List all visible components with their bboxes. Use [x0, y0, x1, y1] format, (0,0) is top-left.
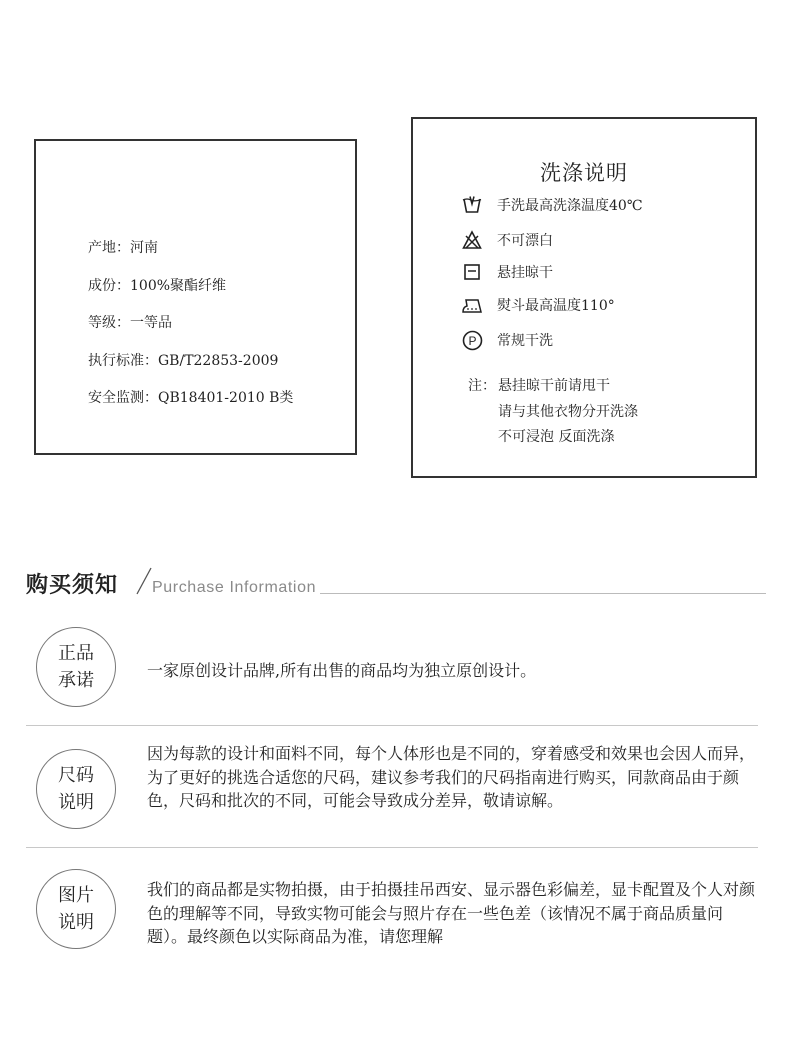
note-line: 不可浸泡 反面洗涤: [498, 429, 615, 445]
dry-clean-p-icon: [461, 329, 483, 351]
section-title: 购买须知: [26, 572, 119, 598]
header-rule: [320, 593, 766, 594]
row-divider: [26, 847, 758, 848]
origin-text: 产地：河南: [88, 240, 158, 256]
badge-line: 说明: [58, 792, 94, 813]
care-item-hand-wash: [461, 194, 642, 216]
badge-line: 正品: [58, 643, 94, 664]
row-divider: [26, 725, 758, 726]
row-text-authentic: 一家原创设计品牌,所有出售的商品均为独立原创设计。: [147, 661, 537, 680]
material-text: 成份：100%聚酯纤维: [88, 278, 227, 294]
care-label: [411, 117, 757, 478]
badge-photo: [36, 869, 116, 949]
svg-text:P: P: [467, 333, 477, 348]
section-subtitle: Purchase Information: [152, 579, 317, 596]
product-label: [34, 139, 357, 455]
standard-text: 执行标准：GB/T22853-2009: [88, 353, 279, 369]
care-item-dry-clean: [461, 329, 553, 351]
care-item-no-bleach: [461, 229, 553, 251]
grade-text: 等级：一等品: [88, 315, 172, 331]
badge-line: 承诺: [58, 670, 94, 691]
care-item-label: 常规干洗: [497, 333, 553, 349]
care-item-line-dry: [461, 261, 553, 283]
care-item-label: 手洗最高洗涤温度40℃: [497, 198, 643, 214]
note-label: 注：: [468, 378, 496, 394]
badge-size: [36, 749, 116, 829]
row-text-photo: 我们的商品都是实物拍摄，由于拍摄挂吊西安、显示器色彩偏差，显卡配置及个人对颜色的理解等不同，导致实物可能会与照片存在一些色差（该情况不属于商品质量问题）。最终颜色以实际商品为准，请您理解: [147, 880, 756, 946]
hand-wash-icon: [461, 194, 483, 216]
note-line: 请与其他衣物分开洗涤: [498, 404, 638, 420]
badge-line: 说明: [58, 912, 94, 933]
no-bleach-icon: [461, 229, 483, 251]
care-item-label: 不可漂白: [497, 233, 553, 249]
line-dry-icon: [461, 261, 483, 283]
care-item-label: 悬挂晾干: [497, 265, 553, 281]
safety-text: 安全监测：QB18401-2010 B类: [88, 390, 294, 406]
badge-line: 尺码: [58, 765, 94, 786]
iron-icon: [461, 294, 483, 316]
care-title: 洗涤说明: [540, 161, 628, 185]
badge-line: 图片: [58, 885, 94, 906]
badge-authentic: [36, 627, 116, 707]
care-item-label: 熨斗最高温度110°: [497, 298, 615, 314]
care-item-iron: [461, 294, 615, 316]
row-text-size: 因为每款的设计和面料不同，每个人体形也是不同的，穿着感受和效果也会因人而异，为了更好的挑选合适您的尺码，建议参考我们的尺码指南进行购买，同款商品由于颜色，尺码和批次的不同，可能会导致成分差异，敬请谅解。: [147, 744, 756, 810]
note-line: 悬挂晾干前请甩干: [498, 378, 610, 394]
